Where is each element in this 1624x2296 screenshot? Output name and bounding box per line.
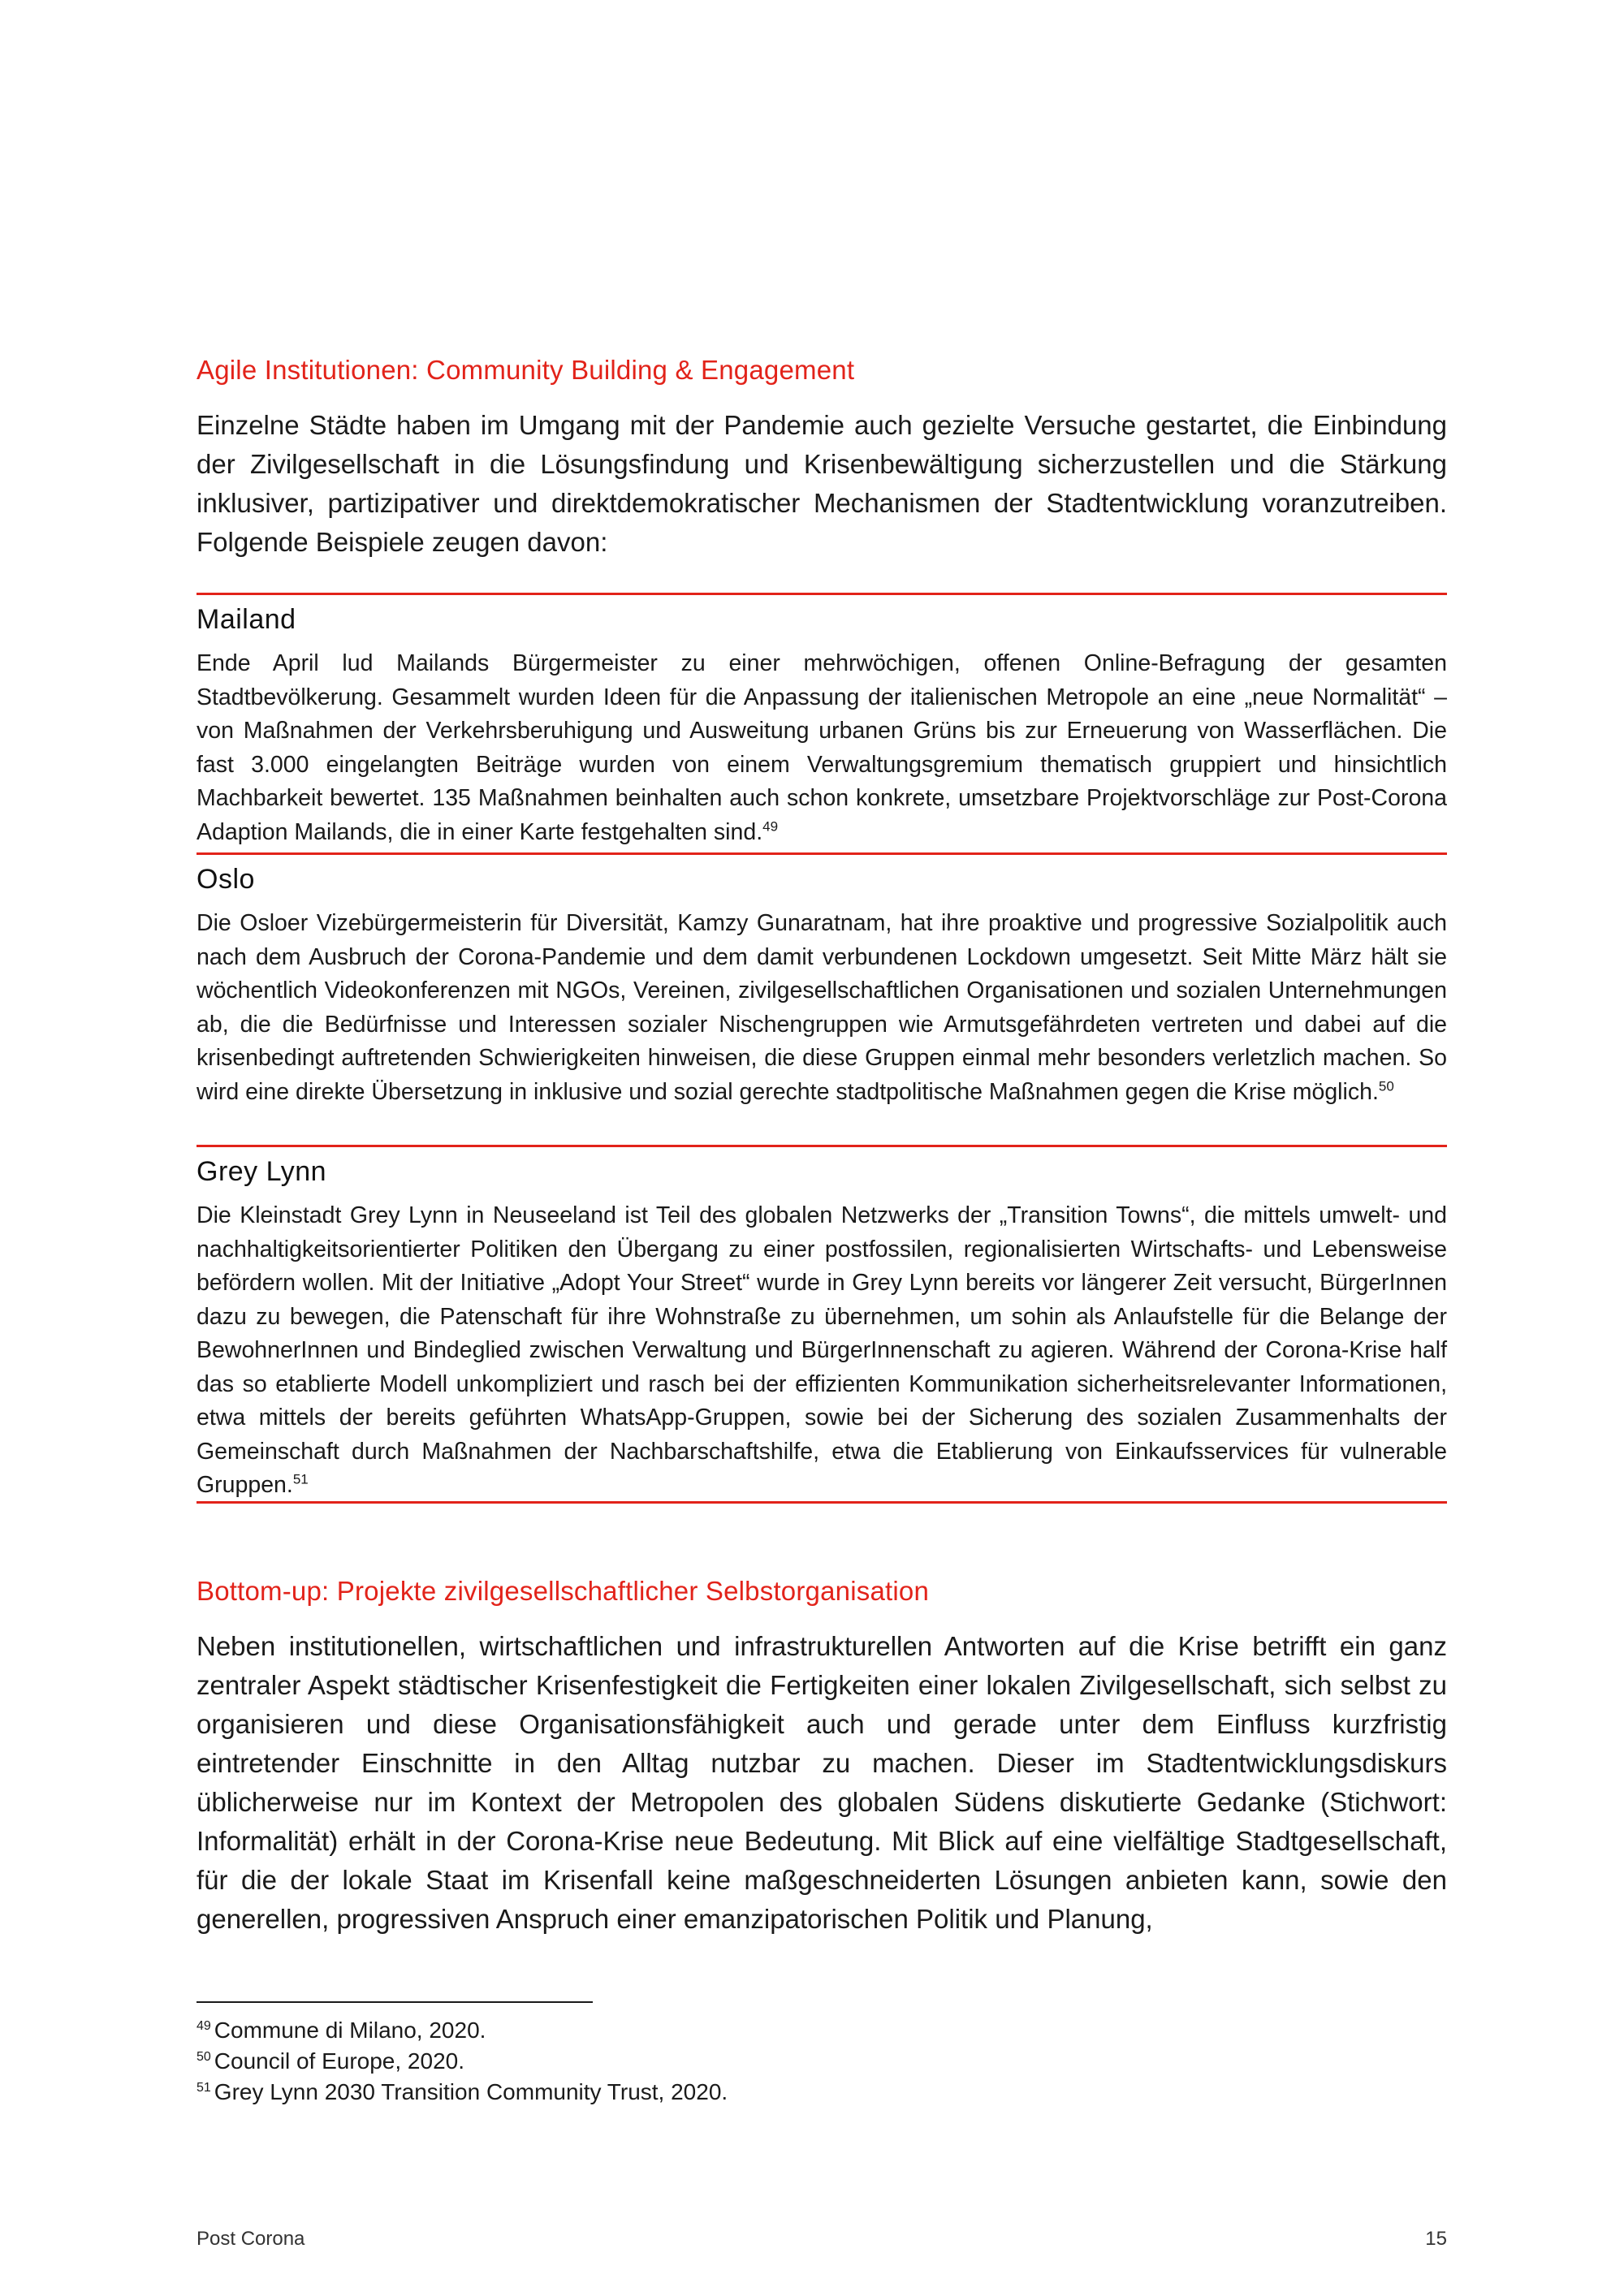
divider [197, 1501, 1447, 1504]
footnote-ref[interactable]: 50 [1378, 1078, 1394, 1094]
footnote-51 [197, 2077, 1171, 2108]
divider [197, 1145, 1447, 1147]
case-block-grey-lynn [197, 1145, 1447, 1503]
divider [197, 852, 1447, 855]
footnote-number: 49 [197, 2018, 211, 2033]
case-title: Mailand [197, 604, 296, 635]
case-body: Die Kleinstadt Grey Lynn in Neuseeland ist Teil des globalen Netzwerks der „Transition Towns“, die mittels umwelt- und nachhaltigkeitsorientierter Politiken den Übergang zu einer postfossilen, regionalisierten Wirtschafts- und Lebensweise befördern wollen. Mit der Initiative „Adopt Your Street“ wurde in Grey Lynn bereits vor längerer Zeit versucht, BürgerInnen dazu zu bewegen, die Patenschaft für ihre Wohnstraße zu übernehmen, um sohin als Anlaufstelle für die Belange der BewohnerInnen und Bindeglied zwischen Verwaltung und BürgerInnenschaft zu agieren. Während der Corona-Krise half das so etablierte Modell unkompliziert und rasch bei der effizienten Kommunikation sicherheitsrelevanter Informationen, etwa mittels der bereits geführten WhatsApp-Gruppen, sowie bei der Sicherung des sozialen Zusammenhalts der Gemeinschaft durch Maßnahmen der Nachbarschaftshilfe, etwa die Etablierung von Einkaufsservices für vulnerable Gruppen. [197, 1202, 1447, 1498]
footnotes [197, 2015, 1171, 2108]
case-body: Ende April lud Mailands Bürgermeister zu einer mehrwöchigen, offenen Online-Befragung der gesamten Stadtbevölkerung. Gesammelt wurden Ideen für die Anpassung der italienischen Metropole an eine „neue Normalität“ – von Maßnahmen der Verkehrsberuhigung und Ausweitung urbanen Grüns bis zur Erneuerung von Wasserflächen. Die fast 3.000 eingelangten Beiträge wurden von einem Verwaltungsgremium thematisch gruppiert und hinsichtlich Machbarkeit bewertet. 135 Maßnahmen beinhalten auch schon konkrete, umsetzbare Projektvorschläge zur Post-Corona Adaption Mailands, die in einer Karte festgehalten sind. [197, 650, 1447, 845]
footnote-separator [197, 2001, 593, 2003]
footer-publication: Post Corona [197, 2228, 305, 2250]
case-text [197, 1199, 1447, 1503]
intro-text: Einzelne Städte haben im Umgang mit der Pandemie auch gezielte Versuche gestartet, die Einbindung der Zivilgesellschaft in die Lösungsfindung und Krisenbewältigung sicherzustellen und die Stärkung inklusiver, partizipativer und direktdemokratischer Mechanismen der Stadtentwicklung voranzutreiben. Folgende Beispiele zeugen davon: [197, 410, 1447, 557]
case-text [197, 647, 1447, 849]
case-block-end-divider [197, 1501, 1447, 1504]
bottom-up-paragraph [197, 1627, 1447, 1939]
section-heading-bottom-up [197, 1573, 1447, 1609]
footnote-ref[interactable]: 49 [762, 818, 779, 834]
footnote-text: Commune di Milano, 2020. [214, 2018, 486, 2043]
case-title: Oslo [197, 864, 255, 895]
footnote-text: Council of Europe, 2020. [214, 2048, 465, 2074]
case-title: Grey Lynn [197, 1156, 327, 1187]
footnote-50 [197, 2046, 1171, 2077]
footnote-text: Grey Lynn 2030 Transition Community Trust, 2020. [214, 2079, 728, 2104]
footnote-number: 51 [197, 2080, 211, 2095]
case-text [197, 907, 1447, 1109]
case-body: Die Osloer Vizebürgermeisterin für Diversität, Kamzy Gunaratnam, hat ihre proaktive und progressive Sozialpolitik auch nach dem Ausbruch der Corona-Pandemie und dem damit verbundenen Lockdown umgesetzt. Seit Mitte März hält sie wöchentlich Videokonferenzen mit NGOs, Vereinen, zivilgesellschaftlichen Organisationen und sozialen Unternehmungen ab, die die Bedürfnisse und Interessen sozialer Nischengruppen wie Armutsgefährdeten vertreten und dabei auf die krisenbedingt auftretenden Schwierigkeiten hinweisen, die diese Gruppen einmal mehr besonders verletzlich machen. So wird eine direkte Übersetzung in inklusive und sozial gerechte stadtpolitische Maßnahmen gegen die Krise möglich. [197, 910, 1447, 1105]
section-heading-text: Bottom-up: Projekte zivilgesellschaftlicher Selbstorganisation [197, 1576, 929, 1606]
section-heading-agile-institutionen [197, 352, 1447, 388]
footer-page-number: 15 [1425, 2228, 1447, 2250]
intro-paragraph [197, 406, 1447, 562]
section-heading-text: Agile Institutionen: Community Building & Engagement [197, 355, 855, 385]
footnote-49 [197, 2015, 1171, 2046]
divider [197, 593, 1447, 595]
case-block-oslo [197, 852, 1447, 1109]
footnote-number: 50 [197, 2049, 211, 2064]
bottom-up-text: Neben institutionellen, wirtschaftlichen und infrastrukturellen Antworten auf die Krise betrifft ein ganz zentraler Aspekt städtischer Krisenfestigkeit die Fertigkeiten einer lokalen Zivilgesellschaft, sich selbst zu organisieren und diese Organisationsfähigkeit auch und gerade unter dem Einfluss kurzfristig eintretender Einschnitte in den Alltag nutzbar zu machen. Dieser im Stadtentwicklungsdiskurs üblicherweise nur im Kontext der Metropolen des globalen Südens diskutierte Gedanke (Stichwort: Informalität) erhält in der Corona-Krise neue Bedeutung. Mit Blick auf eine vielfältige Stadtgesellschaft, für die der lokale Staat im Krisenfall keine maßgeschneiderten Lösungen anbieten kann, sowie den generellen, progressiven Anspruch einer emanzipatorischen Politik und Planung, [197, 1631, 1447, 1934]
footnote-ref[interactable]: 51 [292, 1471, 309, 1487]
case-block-mailand [197, 593, 1447, 849]
